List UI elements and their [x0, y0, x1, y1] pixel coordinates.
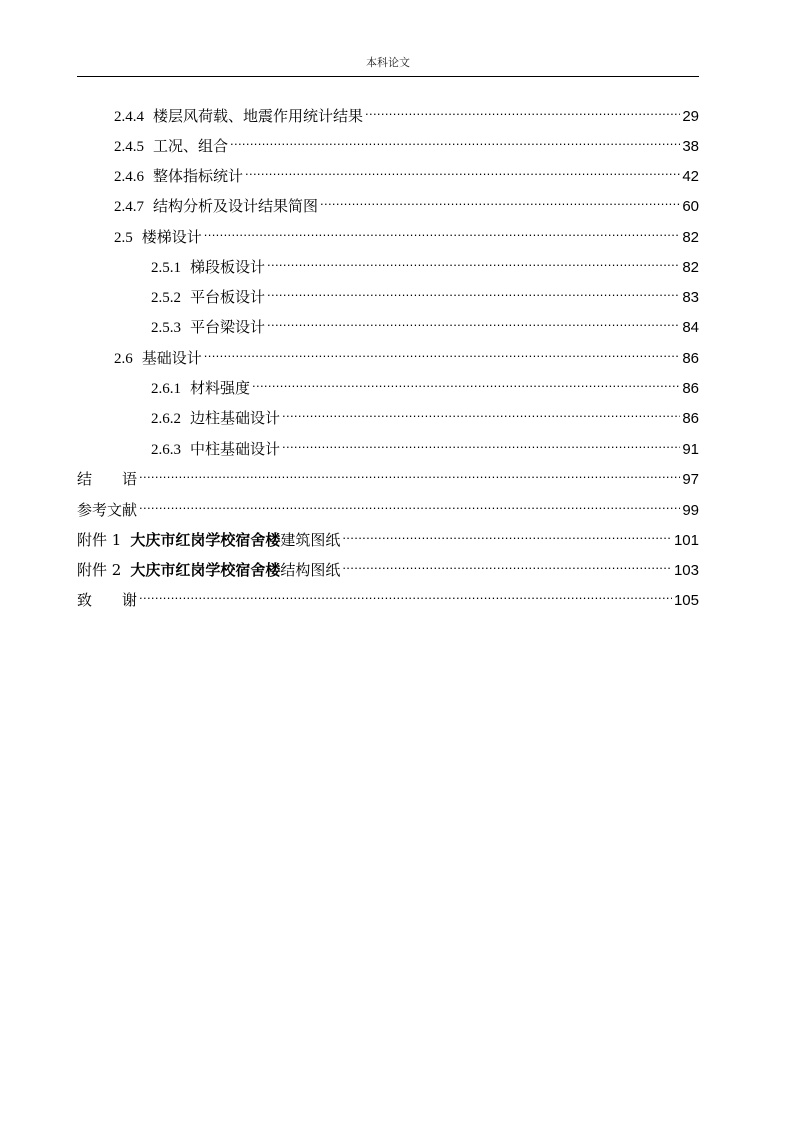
toc-entry-acknowledgements[interactable] [77, 575, 699, 609]
toc-entry-2-4-5[interactable] [114, 121, 699, 155]
toc-entry-title: 中柱基础设计 [190, 440, 281, 458]
toc-entry-title-bold: 大庆市红岗学校宿舍楼 [130, 561, 281, 579]
toc-entry-title: 梯段板设计 [190, 258, 266, 276]
toc-entry-title: 结构分析及设计结果简图 [153, 197, 319, 215]
dot-leader [204, 212, 681, 242]
dot-leader [252, 363, 680, 393]
toc-entry-page: 82 [682, 229, 699, 246]
toc-entry-title: 平台板设计 [190, 288, 266, 306]
toc-entry-page: 60 [682, 198, 699, 215]
toc-entry-page: 105 [673, 592, 699, 609]
toc-entry-page: 103 [673, 562, 699, 579]
toc-entry-page: 83 [682, 289, 699, 306]
toc-entry-page: 101 [673, 532, 699, 549]
toc-entry-title: 参考文献 [77, 501, 138, 519]
dot-leader [282, 393, 680, 423]
dot-leader [320, 181, 680, 211]
dot-leader [267, 242, 680, 272]
dot-leader [139, 485, 680, 515]
toc-entry-page: 91 [682, 441, 699, 458]
dot-leader [342, 545, 672, 575]
toc-entry-title: 致 谢 [77, 591, 138, 609]
dot-leader [282, 424, 680, 454]
toc-entry-page: 82 [682, 259, 699, 276]
toc-entry-page: 84 [682, 319, 699, 336]
toc-entry-title: 工况、组合 [153, 137, 229, 155]
dot-leader [230, 121, 680, 151]
toc-entry-2-4-7[interactable] [114, 181, 699, 215]
toc-entry-references[interactable] [77, 485, 699, 519]
toc-entry-number: 附件 1 [77, 531, 122, 549]
toc-entry-number: 2.4.4 [114, 109, 144, 125]
toc-entry-number: 附件 2 [77, 561, 122, 579]
toc-entry-title: 基础设计 [141, 349, 202, 367]
toc-entry-page: 86 [682, 410, 699, 427]
dot-leader [204, 333, 681, 363]
toc-entry-2-5-1[interactable] [151, 242, 699, 276]
toc-entry-number: 2.6 [114, 351, 133, 367]
toc-entry-page: 29 [682, 108, 699, 125]
toc-entry-title: 楼层风荷载、地震作用统计结果 [153, 107, 364, 125]
dot-leader [342, 515, 672, 545]
toc-entry-number: 2.4.6 [114, 169, 144, 185]
dot-leader [139, 454, 680, 484]
toc-entry-2-6[interactable] [114, 333, 699, 367]
toc-entry-title: 结 语 [77, 470, 138, 488]
dot-leader [267, 302, 680, 332]
dot-leader [139, 575, 672, 605]
toc-entry-title: 边柱基础设计 [190, 409, 281, 427]
toc-entry-appendix-1[interactable] [77, 515, 699, 549]
toc-entry-number: 2.5.3 [151, 320, 181, 336]
toc-entry-2-4-6[interactable] [114, 151, 699, 185]
toc-entry-appendix-2[interactable] [77, 545, 699, 579]
toc-entry-page: 97 [682, 471, 699, 488]
toc-entry-number: 2.6.1 [151, 381, 181, 397]
page-header: 本科论文 [366, 56, 410, 69]
toc-entry-2-4-4[interactable] [114, 91, 699, 125]
toc-entry-number: 2.5 [114, 230, 133, 246]
header-divider [77, 76, 699, 77]
toc-entry-title: 楼梯设计 [141, 228, 202, 246]
toc-entry-number: 2.5.2 [151, 290, 181, 306]
toc-entry-conclusion[interactable] [77, 454, 699, 488]
toc-entry-2-5-3[interactable] [151, 302, 699, 336]
toc-entry-title-rest: 建筑图纸 [280, 531, 341, 549]
toc-entry-2-5-2[interactable] [151, 272, 699, 306]
toc-entry-number: 2.5.1 [151, 260, 181, 276]
toc-entry-number: 2.6.3 [151, 442, 181, 458]
toc-entry-title-bold: 大庆市红岗学校宿舍楼 [130, 531, 281, 549]
toc-entry-page: 99 [682, 502, 699, 519]
toc-entry-title: 材料强度 [190, 379, 251, 397]
dot-leader [365, 91, 680, 121]
dot-leader [245, 151, 680, 181]
toc-entry-page: 86 [682, 350, 699, 367]
toc-entry-number: 2.4.7 [114, 199, 144, 215]
toc-entry-number: 2.4.5 [114, 139, 144, 155]
toc-entry-number: 2.6.2 [151, 411, 181, 427]
toc-entry-page: 42 [682, 168, 699, 185]
toc-entry-page: 38 [682, 138, 699, 155]
toc-entry-title: 平台梁设计 [190, 318, 266, 336]
dot-leader [267, 272, 680, 302]
toc-entry-page: 86 [682, 380, 699, 397]
toc-entry-title: 整体指标统计 [153, 167, 244, 185]
toc-entry-2-6-2[interactable] [151, 393, 699, 427]
toc-entry-2-6-3[interactable] [151, 424, 699, 458]
toc-entry-title-rest: 结构图纸 [280, 561, 341, 579]
toc-entry-2-5[interactable] [114, 212, 699, 246]
toc-entry-2-6-1[interactable] [151, 363, 699, 397]
